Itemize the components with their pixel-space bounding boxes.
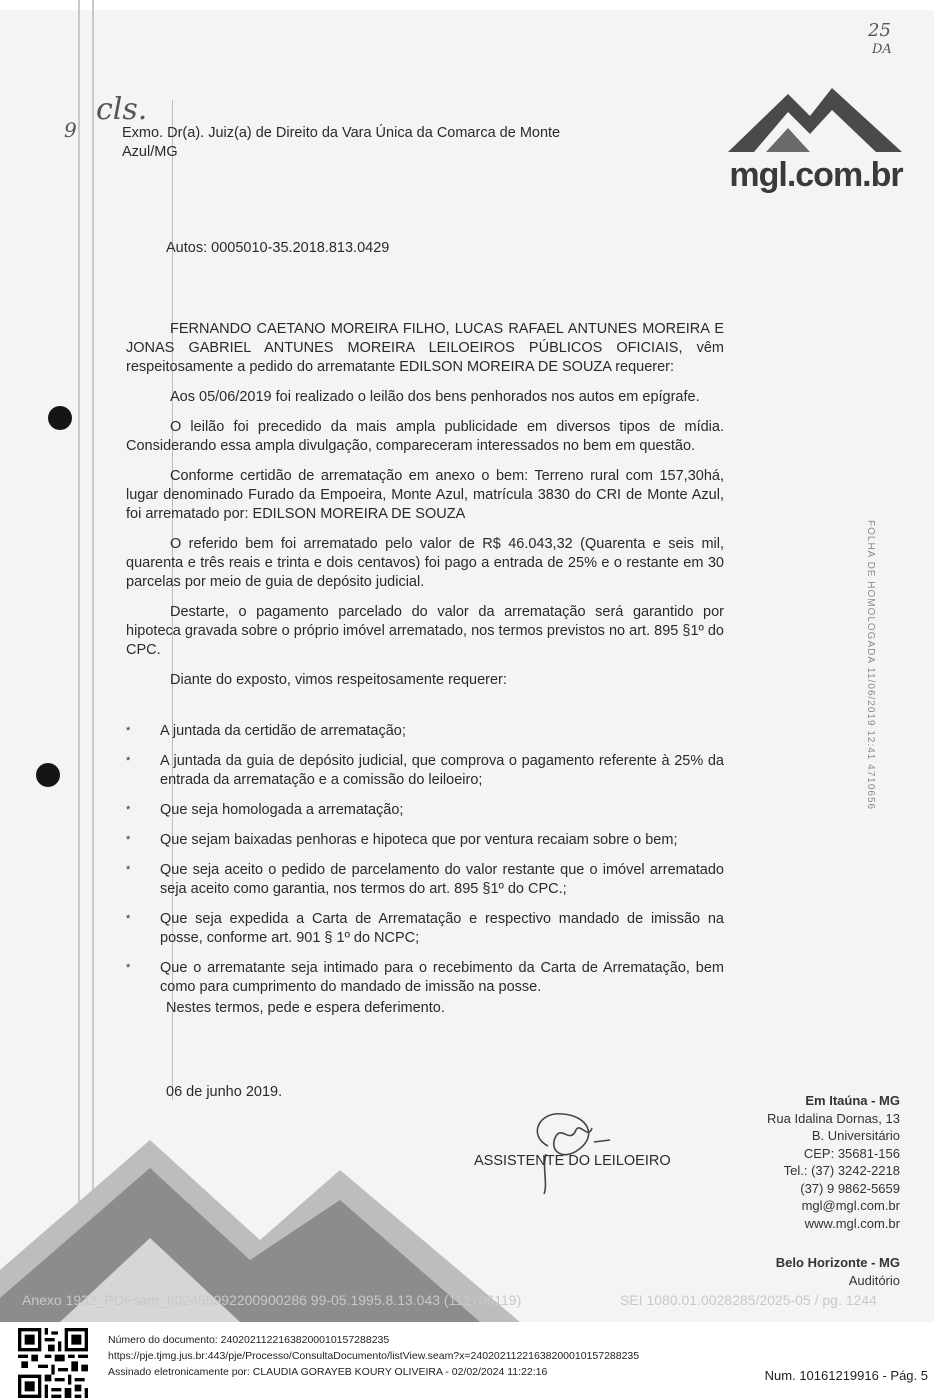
document-date: 06 de junho 2019. — [166, 1084, 283, 1100]
contact-place: Auditório — [848, 1272, 900, 1288]
contact-phone-mobile: (37) 9 9862-5659 — [800, 1180, 900, 1196]
handwritten-note: cls. — [96, 92, 148, 127]
bullet-marker: * — [126, 834, 131, 846]
list-item-text: Que o arrematante seja intimado para o recebimento da Carta de Arrematação, bem como para cumprimento do mandado de imissão na posse. — [160, 960, 724, 995]
bullet-marker: * — [126, 913, 131, 925]
paragraph: O referido bem foi arrematado pelo valor de R$ 46.043,32 (Quarenta e seis mil, quarenta e três reais e trinta e dois centavos) foi pago a entrada de 25% e o restante em 30 parcelas por meio de guia de depósito judicial. — [126, 536, 724, 590]
mountain-logo-icon — [726, 68, 906, 158]
list-item-text: A juntada da certidão de arrematação; — [160, 723, 406, 739]
contact-city: Em Itaúna - MG — [805, 1093, 900, 1108]
paragraph: Diante do exposto, vimos respeitosamente requerer: — [170, 672, 507, 688]
closing-line: Nestes termos, pede e espera deferimento. — [166, 1000, 445, 1016]
addressee — [122, 124, 622, 162]
contact-street: Rua Idalina Dornas, 13 — [767, 1110, 900, 1126]
paragraph: O leilão foi precedido da mais ampla publicidade em diversos tipos de mídia. Considerando essa ampla divulgação, compareceram interessados no bem em questão. — [126, 419, 724, 454]
bullet-marker: * — [126, 725, 131, 737]
receipt-stamp — [862, 520, 882, 840]
footer-metadata — [108, 1332, 639, 1380]
watermark-right: SEI 1080.01.0028285/2025-05 / pg. 1244 — [620, 1292, 877, 1308]
bullet-marker: * — [126, 804, 131, 816]
watermark-left: Anexo 1932_PDFsam_602455992200900286 99-05.1995.8.13.043 (112706119) — [22, 1292, 522, 1308]
contact-city-2: Belo Horizonte - MG — [775, 1255, 900, 1270]
list-item — [126, 861, 724, 899]
contact-phone: Tel.: (37) 3242-2218 — [783, 1163, 900, 1178]
list-item-text: Que seja aceito o pedido de parcelamento do valor restante que o imóvel arrematado seja aceito como garantia, nos termos do art. 895 §1º do CPC.; — [160, 862, 724, 897]
footer-page-number: Num. 10161219916 - Pág. 5 — [764, 1368, 928, 1383]
paragraph: Conforme certidão de arrematação em anexo o bem: Terreno rural com 157,30há, lugar denominado Furado da Empoeira, Monte Azul, matrícula 3830 do CRI de Monte Azul, foi arrematado por: EDILSON MOREIRA DE SOUZA — [126, 468, 724, 522]
paragraph: Aos 05/06/2019 foi realizado o leilão dos bens penhorados nos autos em epígrafe. — [170, 389, 700, 405]
document-footer — [0, 1322, 934, 1400]
contact-district: B. Universitário — [811, 1128, 900, 1143]
contact-block — [767, 1092, 900, 1289]
list-item-text: Que seja homologada a arrematação; — [160, 802, 404, 818]
mgl-logo — [726, 68, 906, 195]
receipt-stamp-text: FOLHA DE HOMOLOGADA 11/06/2019 12:41 4710656 — [865, 520, 876, 811]
list-item — [126, 910, 724, 948]
logo-text: mgl.com.br — [729, 156, 903, 194]
request-list — [126, 722, 724, 1008]
punch-hole — [48, 406, 72, 430]
body-paragraphs — [126, 320, 724, 701]
signature-label: ASSISTENTE DO LEILOEIRO — [474, 1153, 671, 1169]
handwritten-page-number: 25 — [868, 20, 891, 41]
contact-cep: CEP: 35681-156 — [803, 1145, 900, 1161]
punch-hole — [36, 763, 60, 787]
addressee-line: Exmo. Dr(a). Juiz(a) de Direito da Vara Única da Comarca de Monte — [122, 125, 561, 141]
bullet-marker: * — [126, 755, 131, 767]
contact-email: mgl@mgl.com.br — [801, 1198, 900, 1213]
handwritten-margin-note: 9 — [64, 118, 77, 142]
list-item — [126, 959, 724, 997]
bullet-marker: * — [126, 962, 131, 974]
footer-url: https://pje.tjmg.jus.br:443/pje/Processo/ConsultaDocumento/listView.seam?x=24020211221638200010157288235 — [108, 1350, 640, 1362]
list-item — [126, 801, 724, 820]
list-item — [126, 722, 724, 741]
list-item — [126, 752, 724, 790]
addressee-line: Azul/MG — [122, 144, 178, 160]
contact-website: www.mgl.com.br — [804, 1215, 900, 1231]
qr-code-icon — [18, 1328, 88, 1398]
footer-document-number: Número do documento: 24020211221638200010157288235 — [108, 1334, 390, 1346]
list-item — [126, 831, 724, 850]
footer-signature-info: Assinado eletronicamente por: CLAUDIA GORAYEB KOURY OLIVEIRA - 02/02/2024 11:22:16 — [108, 1366, 548, 1378]
list-item-text: Que seja expedida a Carta de Arrematação e respectivo mandado de imissão na posse, conforme art. 901 § 1º do NCPC; — [160, 911, 724, 946]
paragraph: Destarte, o pagamento parcelado do valor da arrematação será garantido por hipoteca gravada sobre o próprio imóvel arrematado, nos termos previstos no art. 895 §1º do CPC. — [126, 604, 724, 658]
paragraph: FERNANDO CAETANO MOREIRA FILHO, LUCAS RAFAEL ANTUNES MOREIRA E JONAS GABRIEL ANTUNES MOREIRA LEILOEIROS PÚBLICOS OFICIAIS, vêm respeitosamente a pedido do arrematante EDILSON MOREIRA DE SOUZA requerer: — [126, 321, 724, 375]
list-item-text: Que sejam baixadas penhoras e hipoteca que por ventura recaiam sobre o bem; — [160, 832, 678, 848]
page-top-edge — [0, 0, 934, 10]
case-number: Autos: 0005010-35.2018.813.0429 — [166, 240, 390, 256]
bullet-marker: * — [126, 864, 131, 876]
list-item-text: A juntada da guia de depósito judicial, que comprova o pagamento referente à 25% da entrada da arrematação e a comissão do leiloeiro; — [160, 753, 724, 788]
handwritten-initials: DA — [872, 42, 892, 57]
